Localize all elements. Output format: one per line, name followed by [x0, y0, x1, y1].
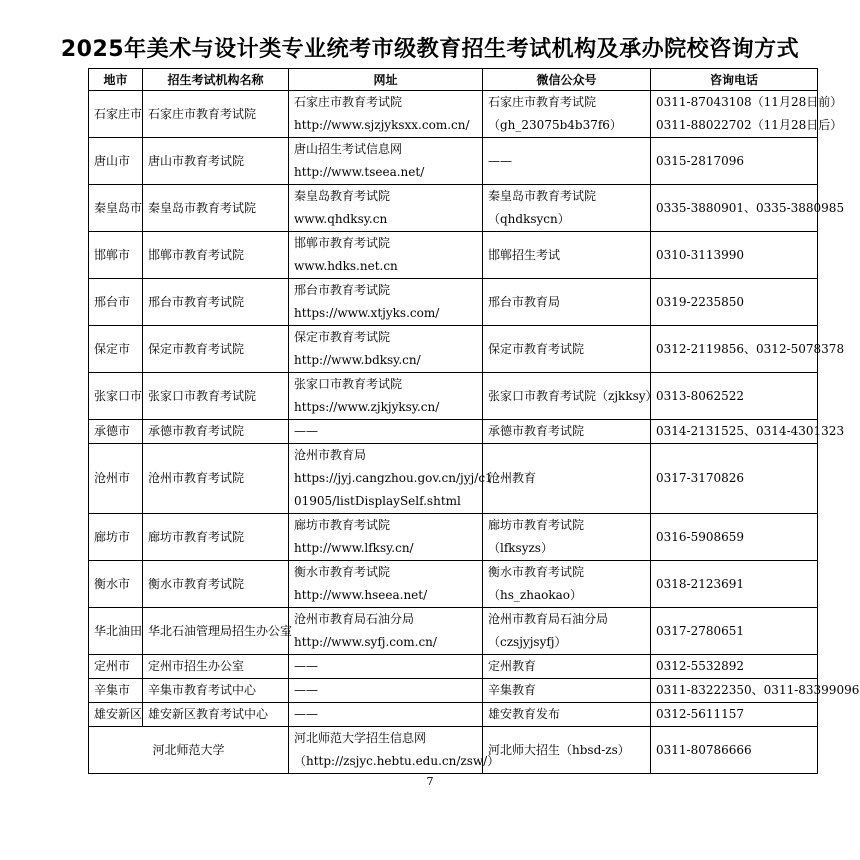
org-cell: 唐山市教育考试院: [143, 138, 289, 185]
phone-cell: [651, 703, 818, 727]
header-city: 地市: [89, 69, 143, 91]
phone-cell-line: 0312-2119856、0312-5078378: [656, 341, 845, 356]
phone-cell-line: 0312-5532892: [656, 659, 745, 673]
phone-cell: [651, 185, 845, 232]
header-website: 网址: [289, 69, 483, 91]
website-cell: [289, 279, 483, 326]
website-cell-line: www.hdks.net.cn: [294, 259, 398, 273]
website-cell: [289, 514, 483, 561]
table-header-row: [89, 69, 818, 91]
phone-cell: [651, 138, 818, 185]
website-cell: [289, 608, 483, 655]
table-row: [89, 655, 818, 679]
wechat-cell-line: 沧州市教育局石油分局: [488, 612, 609, 626]
table-row: [89, 91, 818, 138]
wechat-cell: [483, 91, 651, 138]
table-row: [89, 138, 818, 185]
phone-cell-line: 0311-88022702（11月28日后）: [656, 118, 843, 132]
phone-cell-line: 0317-3170826: [656, 471, 745, 485]
phone-cell: [651, 655, 818, 679]
website-cell: [289, 679, 483, 703]
wechat-cell-line: 秦皇岛市教育考试院: [488, 189, 597, 203]
table-row: [89, 326, 818, 373]
website-cell: [289, 326, 483, 373]
org-cell: 承德市教育考试院: [143, 420, 289, 444]
org-cell: 邯郸市教育考试院: [143, 232, 289, 279]
table-row: [89, 679, 818, 703]
org-cell: 沧州市教育考试院: [143, 444, 289, 514]
org-cell: 雄安新区教育考试中心: [143, 703, 289, 727]
wechat-cell-line: 定州教育: [488, 659, 537, 673]
website-cell: [289, 444, 493, 514]
phone-cell-line: 0310-3113990: [656, 247, 745, 262]
header-org: 招生考试机构名称: [143, 69, 289, 91]
org-cell: 衡水市教育考试院: [143, 561, 289, 608]
table-row: [89, 561, 818, 608]
wechat-cell-line: 廊坊市教育考试院: [488, 518, 585, 532]
website-cell-line: 保定市教育考试院: [294, 330, 391, 344]
wechat-cell: [483, 703, 651, 727]
website-cell: [289, 138, 483, 185]
org-cell: 张家口市教育考试院: [143, 373, 289, 420]
wechat-cell: [483, 514, 651, 561]
table-row: [89, 727, 818, 774]
city-cell: 雄安新区: [89, 703, 143, 727]
website-cell: [289, 655, 483, 679]
phone-cell-line: 0318-2123691: [656, 576, 745, 591]
table-row: [89, 232, 818, 279]
website-cell: [289, 91, 483, 138]
website-cell-line: http://www.bdksy.cn/: [294, 353, 421, 367]
website-cell: [289, 727, 500, 774]
website-cell-line: （http://zsjyc.hebtu.edu.cn/zsw/）: [294, 754, 500, 768]
website-cell-line: 沧州市教育局: [294, 448, 367, 462]
website-cell-line: 张家口市教育考试院: [294, 377, 403, 391]
org-cell: 石家庄市教育考试院: [143, 91, 289, 138]
phone-cell: [651, 326, 845, 373]
wechat-cell: [483, 373, 658, 420]
website-cell-line: http://www.hseea.net/: [294, 588, 428, 602]
phone-cell-line: 0316-5908659: [656, 529, 745, 544]
website-cell: [289, 561, 483, 608]
wechat-cell: [483, 138, 651, 185]
wechat-cell: [483, 326, 651, 373]
website-cell-line: https://www.xtjyks.com/: [294, 306, 440, 320]
website-cell-line: 秦皇岛教育考试院: [294, 189, 391, 203]
website-cell-line: ——: [294, 707, 318, 721]
website-cell-line: https://jyj.cangzhou.gov.cn/jyj/c1: [294, 471, 493, 485]
city-cell: 衡水市: [89, 561, 143, 608]
phone-cell-line: 0313-8062522: [656, 388, 745, 403]
org-cell: 华北石油管理局招生办公室: [143, 608, 289, 655]
header-phone: 咨询电话: [651, 69, 818, 91]
wechat-cell-line: 邯郸招生考试: [488, 247, 561, 262]
city-cell: 邢台市: [89, 279, 143, 326]
org-cell: 邢台市教育考试院: [143, 279, 289, 326]
website-cell: [289, 232, 483, 279]
city-cell: 秦皇岛市: [89, 185, 143, 232]
wechat-cell: [483, 561, 651, 608]
phone-cell-line: 0312-5611157: [656, 707, 745, 721]
phone-cell: [651, 373, 818, 420]
phone-cell: [651, 91, 843, 138]
org-cell: 秦皇岛市教育考试院: [143, 185, 289, 232]
city-cell: 廊坊市: [89, 514, 143, 561]
wechat-cell-line: 石家庄市教育考试院: [488, 95, 597, 109]
phone-cell-line: 0314-2131525、0314-4301323: [656, 424, 845, 438]
wechat-cell-line: （gh_23075b4b37f6）: [488, 118, 622, 132]
wechat-cell-line: 衡水市教育考试院: [488, 565, 585, 579]
org-cell: 辛集市教育考试中心: [143, 679, 289, 703]
wechat-cell: [483, 444, 651, 514]
phone-cell: [651, 514, 818, 561]
table-row: [89, 444, 818, 514]
phone-cell: [651, 232, 818, 279]
website-cell-line: 01905/listDisplaySelf.shtml: [294, 494, 461, 508]
contact-table: [88, 68, 860, 774]
wechat-cell-line: 雄安教育发布: [488, 707, 561, 721]
table-row: [89, 279, 818, 326]
phone-cell: [651, 679, 860, 703]
website-cell-line: 沧州市教育局石油分局: [294, 612, 415, 626]
phone-cell: [651, 279, 818, 326]
website-cell-line: 衡水市教育考试院: [294, 565, 391, 579]
wechat-cell-line: （hs_zhaokao）: [488, 588, 582, 602]
website-cell-line: 唐山招生考试信息网: [294, 142, 403, 156]
website-cell: [289, 703, 483, 727]
wechat-cell-line: （lfksyzs）: [488, 541, 553, 555]
phone-cell: [651, 608, 818, 655]
website-cell-line: www.qhdksy.cn: [294, 212, 388, 226]
table-row: [89, 185, 818, 232]
website-cell-line: 河北师范大学招生信息网: [294, 731, 427, 745]
wechat-cell-line: 辛集教育: [488, 683, 537, 697]
website-cell-line: ——: [294, 424, 318, 438]
city-cell: 石家庄市: [89, 91, 143, 138]
page-title: 2025年美术与设计类专业统考市级教育招生考试机构及承办院校咨询方式: [60, 37, 800, 62]
phone-cell: [651, 561, 818, 608]
website-cell-line: 邯郸市教育考试院: [294, 236, 391, 250]
phone-cell-line: 0319-2235850: [656, 294, 745, 309]
city-cell: 张家口市: [89, 373, 143, 420]
university-cell: 河北师范大学: [89, 727, 289, 774]
city-cell: 保定市: [89, 326, 143, 373]
table-row: [89, 514, 818, 561]
org-cell: 保定市教育考试院: [143, 326, 289, 373]
website-cell-line: 邢台市教育考试院: [294, 283, 391, 297]
phone-cell-line: 0315-2817096: [656, 153, 745, 168]
wechat-cell: [483, 679, 651, 703]
website-cell-line: http://www.syfj.com.cn/: [294, 635, 437, 649]
website-cell: [289, 185, 483, 232]
table-row: [89, 703, 818, 727]
phone-cell-line: 0311-87043108（11月28日前）: [656, 95, 843, 109]
city-cell: 邯郸市: [89, 232, 143, 279]
wechat-cell-line: （qhdksycn）: [488, 212, 570, 226]
wechat-cell: [483, 420, 651, 444]
org-cell: 廊坊市教育考试院: [143, 514, 289, 561]
website-cell-line: http://www.sjzjyksxx.com.cn/: [294, 118, 470, 132]
website-cell-line: 廊坊市教育考试院: [294, 518, 391, 532]
wechat-cell-line: ——: [488, 153, 512, 168]
wechat-cell-line: （czsjyjsyfj）: [488, 635, 567, 649]
city-cell: 沧州市: [89, 444, 143, 514]
wechat-cell: [483, 279, 651, 326]
website-cell: [289, 373, 483, 420]
wechat-cell-line: 承德市教育考试院: [488, 424, 585, 438]
table-row: [89, 420, 818, 444]
phone-cell-line: 0335-3880901、0335-3880985: [656, 200, 845, 215]
website-cell-line: ——: [294, 683, 318, 697]
city-cell: 辛集市: [89, 679, 143, 703]
wechat-cell: [483, 232, 651, 279]
page-number: 7: [426, 775, 434, 788]
website-cell-line: 石家庄市教育考试院: [294, 95, 403, 109]
website-cell-line: http://www.lfksy.cn/: [294, 541, 414, 555]
phone-cell: [651, 444, 818, 514]
wechat-cell: [483, 608, 651, 655]
wechat-cell: [483, 185, 651, 232]
website-cell-line: http://www.tseea.net/: [294, 165, 425, 179]
phone-cell: [651, 420, 845, 444]
city-cell: 唐山市: [89, 138, 143, 185]
wechat-cell: [483, 727, 651, 774]
phone-cell: [651, 727, 818, 774]
city-cell: 华北油田: [89, 608, 143, 655]
wechat-cell-line: 张家口市教育考试院（zjkksy）: [488, 388, 658, 403]
wechat-cell-line: 河北师大招生（hbsd-zs）: [488, 742, 630, 757]
website-cell: [289, 420, 483, 444]
city-cell: 承德市: [89, 420, 143, 444]
phone-cell-line: 0311-83222350、0311-83399096: [656, 683, 860, 697]
phone-cell-line: 0311-80786666: [656, 742, 752, 757]
table-row: [89, 373, 818, 420]
header-wechat: 微信公众号: [483, 69, 651, 91]
phone-cell-line: 0317-2780651: [656, 623, 745, 638]
wechat-cell-line: 沧州教育: [488, 471, 537, 485]
table-row: [89, 608, 818, 655]
wechat-cell: [483, 655, 651, 679]
website-cell-line: https://www.zjkjyksy.cn/: [294, 400, 440, 414]
wechat-cell-line: 保定市教育考试院: [488, 341, 585, 356]
city-cell: 定州市: [89, 655, 143, 679]
org-cell: 定州市招生办公室: [143, 655, 289, 679]
wechat-cell-line: 邢台市教育局: [488, 294, 561, 309]
website-cell-line: ——: [294, 659, 318, 673]
